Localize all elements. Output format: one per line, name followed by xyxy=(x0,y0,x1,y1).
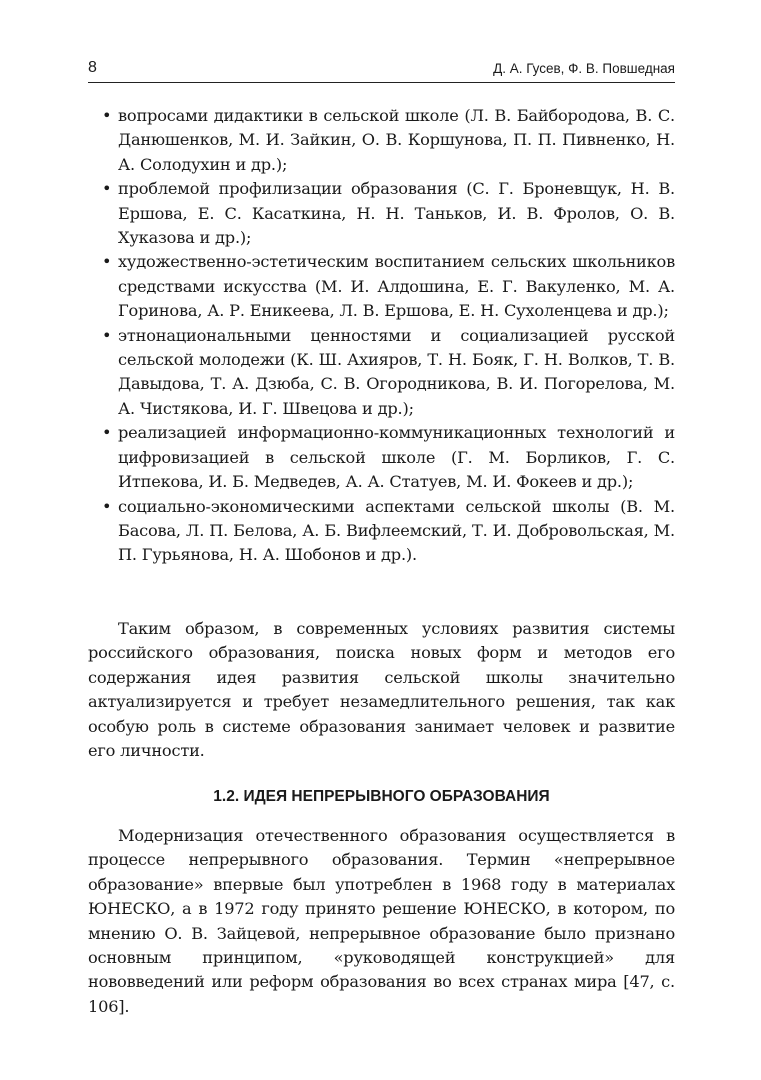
running-head: Д. А. Гусев, Ф. В. Повшедная xyxy=(493,61,675,76)
section-heading: 1.2. ИДЕЯ НЕПРЕРЫВНОГО ОБРАЗОВАНИЯ xyxy=(213,788,550,805)
page-header xyxy=(88,57,675,83)
list-item: • реализацией информационно-коммуникационных технологий и цифровизацией в сельской школе (Г. М. Борликов, Г. С. Итпекова, И. Б. Медведев, А. А. Статуев, М. И. Фокеев и др.); xyxy=(88,421,675,494)
section-paragraph: Модернизация отечественного образования осуществляется в процессе непрерывного образования. Термин «непрерывное образование» впервые был употреблен в 1968 году в материалах ЮНЕСКО, а в 1972 году принято решение ЮНЕСКО, в котором, по мнению О. В. Зайцевой, непрерывное образование было признано основным принципом, «руководящей конструкцией» для нововведений или реформ образования во всех странах мира [47, с. 106]. xyxy=(88,826,675,1016)
header-rule xyxy=(88,82,675,83)
research-topics-list xyxy=(88,104,675,568)
list-item: • социально-экономическими аспектами сельской школы (В. М. Басова, Л. П. Белова, А. Б. Вифлеемский, Т. И. Добровольская, М. П. Гурьянова, Н. А. Шобонов и др.). xyxy=(88,495,675,568)
page-number: 8 xyxy=(88,59,97,76)
list-item: • художественно-эстетическим воспитанием сельских школьников средствами искусства (М. И. Алдошина, Е. Г. Вакуленко, М. А. Горинова, А. Р. Еникеева, Л. В. Ершова, Е. Н. Сухоленцева и др.); xyxy=(88,250,675,323)
conclusion-paragraph: Таким образом, в современных условиях развития системы российского образования, поиска новых форм и методов его содержания идея развития сельской школы значительно актуализируется и требует незамедлительного решения, так как особую роль в системе образования занимает человек и развитие его личности. xyxy=(88,619,675,761)
list-item: • этнонациональными ценностями и социализацией русской сельской молодежи (К. Ш. Ахияров, Т. Н. Бояк, Г. Н. Волков, Т. В. Давыдова, Т. А. Дзюба, С. В. Огородникова, В. И. Погорелова, М. А. Чистякова, И. Г. Швецова и др.); xyxy=(88,324,675,422)
list-item: • вопросами дидактики в сельской школе (Л. В. Байбородова, В. С. Данюшенков, М. И. Зайкин, О. В. Коршунова, П. П. Пивненко, Н. А. Солодухин и др.); xyxy=(88,104,675,177)
list-item: • проблемой профилизации образования (С. Г. Броневщук, Н. В. Ершова, Е. С. Касаткина, Н. Н. Таньков, И. В. Фролов, О. В. Хуказова и др.); xyxy=(88,177,675,250)
